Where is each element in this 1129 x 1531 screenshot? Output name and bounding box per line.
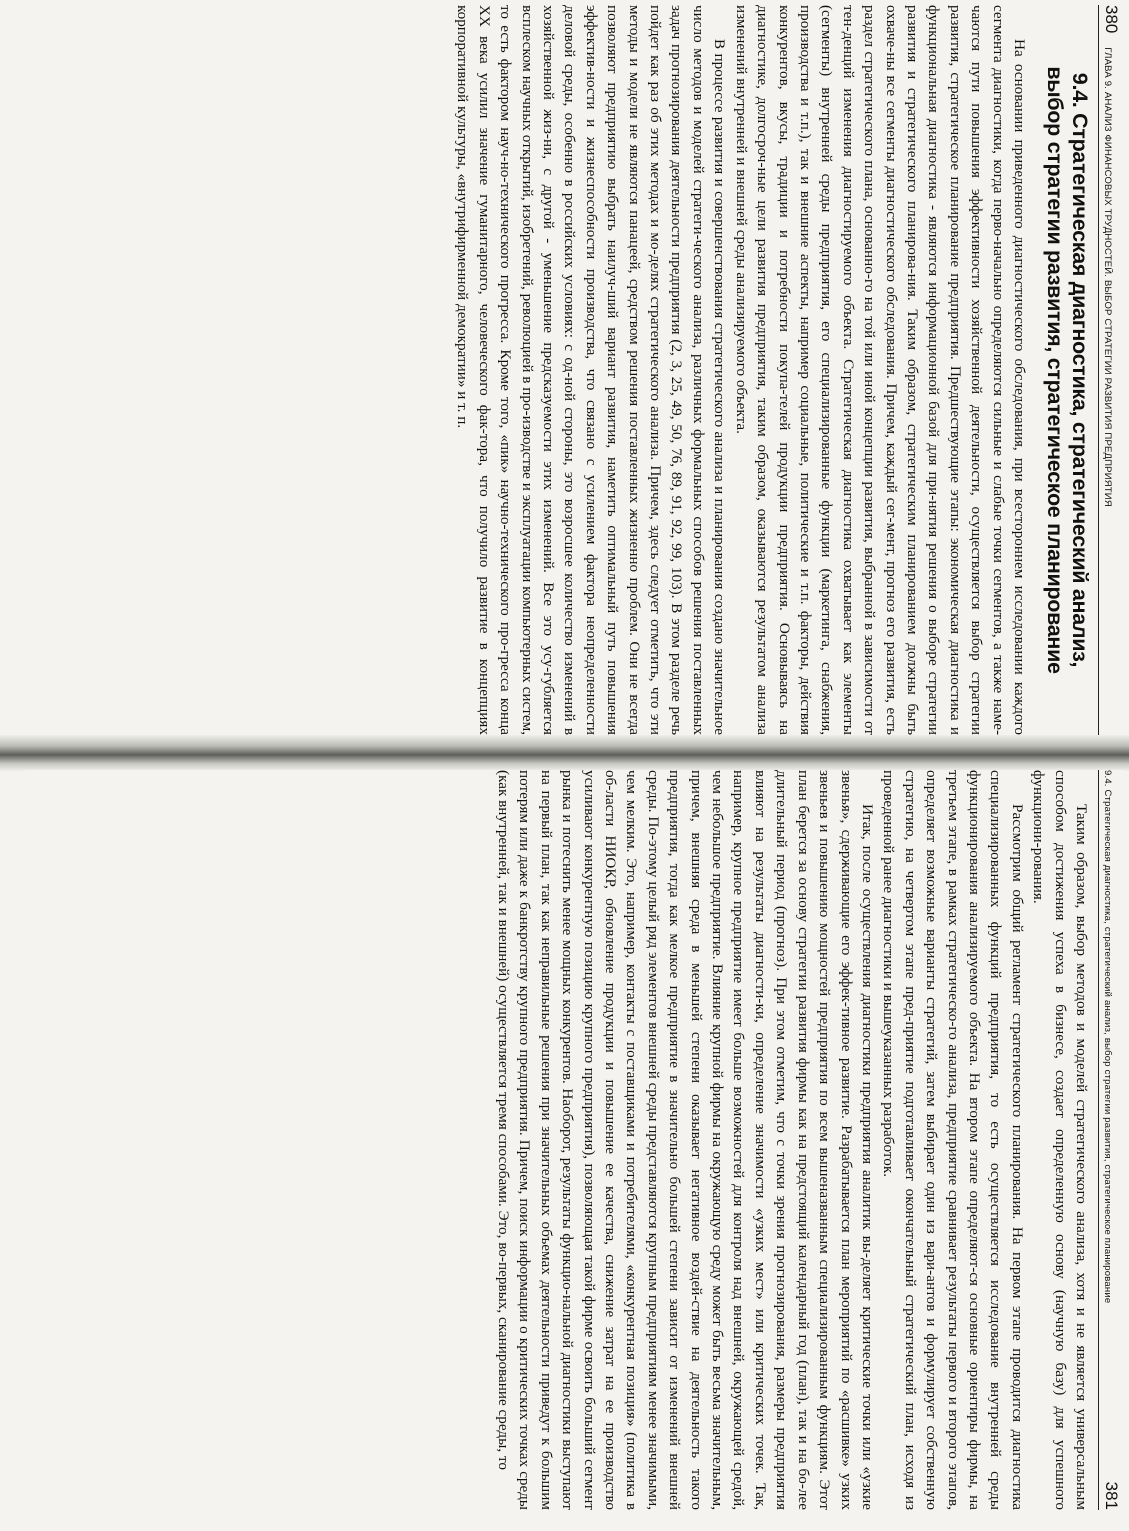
left-page (25, 5, 1125, 735)
paragraph: В процессе развития и совершенствования стратегического анализа и планирования создано значительное число методов и моделей стратеги-ческого анализа, различных формальных способов решения поставленных задач прогнозирования деятельности предприятия (2, 3, 25, 49, 50, 76, 89, 91, 92, 99, 103). В этом разделе речь пойдет как раз об этих методах и мо-делях стратегического анализа. Причем, здесь следует отметить, что эти методы и модели не являются панацеей, средством решения поставленных жизненно проблем. Они не всегда позволяют предприятию выбрать наилуч-ший вариант развития, наметить оптимальный путь повышения эффектив-ности и жизнеспособности производства, что связано с усилением фактора неопределенности деловой среды, особенно в российских условиях: с од-ной стороны, это возросшее количество изменений в хозяйственной жиз-ни, с другой - уменьшение предсказуемости этих изменений. Все это усу-губляется всплеском научных открытий, изобретений, революцией в про-изводстве и эксплуатации компьютерных систем, то есть фактором науч-но-технического прогресса. Кроме того, «пик» научно-технического про-гресса конца XX века усилил значение гуманитарного, человеческого фак-тора, что получило развитие в концепциях корпоративной культуры, «внутрифирменной демократии» и т. п. (454, 5, 729, 735)
section-title-line-1: 9.4. Стратегическая диагностика, стратегический анализ, (1068, 72, 1092, 668)
page-number: 380 (1102, 5, 1121, 34)
paragraph: На основании приведенного диагностического обследования, при всестороннем исследовании каждого сегмента диагностики, когда перво-начально определяются сильные и слабые точки сегментов, а также наме-чаются пути повышения эффективности хозяйственной деятельности, осуществляется выбор стратегии развития, стратегическое планирование предприятия. Предшествующие этапы: экономическая диагностика и функциональная диагностика - являются информационной базой для при-нятия решения о выборе стратегии развития и стратегического планирова-ния. Таким образом, стратегическим планированием должны быть охваче-ны все сегменты диагностического обследования. Причем, каждый сег-мент, прогноз его развития, есть раздел стратегического плана, основанно-го на той или иной концепции развития, выбранной в зависимости от тен-денций изменения диагностируемого объекта. Стратегическая диагностика охватывает как элементы (сегменты) внутренней среды предприятия, его специализированные функции (маркетинга, снабжения, производства и т.п.), так и внешние аспекты, например социальные, политические и т.п. факторы, действия конкурентов, вкусы, традиции и потребности покупа-телей продукции предприятия. Основываясь на диагностике, долгосроч-ные цели развития предприятия, таким образом, оказываются результатом анализа изменений внутренней и внешней среды анализируемого объекта. (732, 5, 1028, 735)
paragraph: Итак, после осуществления диагностики предприятия аналитик вы-деляет критические точки или «узкие звенья», сдерживающие его эффек-тивное развитие. Разрабатывается план мероприятий по «расшивке» узких звеньев и повышению мощностей предприятия по всем вышеназванным специализированным функциям. Этот план берется за основу стратегии развития фирмы как на предстоящий календарный год (план), так и на бо-лее длительный период (прогноз). При этом отметим, что с точки зрения прогнозирования, размеры предприятия влияют на результаты диагности-ки, определение значимости «узких мест» или критических точек. Так, например, крупное предприятие имеет больше возможностей для контроля над внешней, окружающей средой, чем небольшое предприятие. Влияние крупной фирмы на окружающую среду может быть весьма значительным, причем, внешняя среда в меньшей степени оказывает негативное воздей-ствие на деятельность такого предприятия, тогда как мелкое предприятие в значительно большей степени зависит от изменений внешней среды. По-этому целый ряд элементов внешней среды представляются крупным предприятиям менее значимыми, чем мелким. Это, например, контакты с поставщиками и потребителями, «конкурентная позиция» (политика в об-ласти НИОКР, обновление продукции и повышение ее качества, снижение затрат на ее производство усиливают конкурентную позицию крупного предприятия), позволяющая такой фирме освоить больший сегмент рынка и потеснить менее мощных конкурентов. Наоборот, результаты функцио-нальной диагностики выступают на первый план, так как неправильные решения при значительных объемах деятельности приведут к большим потерям или даже к банкротству крупного предприятия. Причем, поиск информации о критических точках среды (как внутренней, так и внешней) осуществляется тремя способами. Это, во-первых, сканирование среды, то (495, 770, 876, 1510)
section-title-line-2: выбор стратегии развития, стратегическое планирование (1043, 66, 1067, 674)
right-page (25, 770, 1125, 1510)
running-head (1098, 5, 1125, 735)
paragraph: Рассмотрим общий регламент стратегического планирования. На первом этапе проводится диагностика специализированных функций предприятия, то есть осуществляется исследование внутренней среды функционирования анализируемого объекта. На втором этапе определяют-ся основные ориентиры фирмы, на третьем этапе, в рамках стратегическо-го анализа, предприятие сравнивает результаты первого и второго этапов, определяет возможные варианты стратегий, затем выбирает один из вари-антов и формулирует собственную стратегию, на четвертом этапе пред-приятие подготавливает окончательный стратегический план, исходя из проведенной ранее диагностики и вышеуказанных разработок. (880, 770, 1026, 1510)
book-spine-shadow (0, 735, 1129, 771)
page-number: 381 (1102, 1481, 1121, 1510)
running-head (1098, 770, 1125, 1510)
running-head-text: 9.4. Стратегическая диагностика, стратегический анализ, выбор стратегии развития, стратегическое планирование (1102, 770, 1113, 1304)
section-title (1042, 5, 1092, 735)
running-head-text: ГЛАВА 9. АНАЛИЗ ФИНАНСОВЫХ ТРУДНОСТЕЙ. ВЫБОР СТРАТЕГИИ РАЗВИТИЯ ПРЕДПРИЯТИЯ (1102, 47, 1113, 507)
paragraph: Таким образом, выбор методов и моделей стратегического анализа, хотя и не является универсальным способом достижения успеха в бизнесе, создает определенную основу (научную базу) для успешного функциони-рования. (1030, 770, 1090, 1510)
